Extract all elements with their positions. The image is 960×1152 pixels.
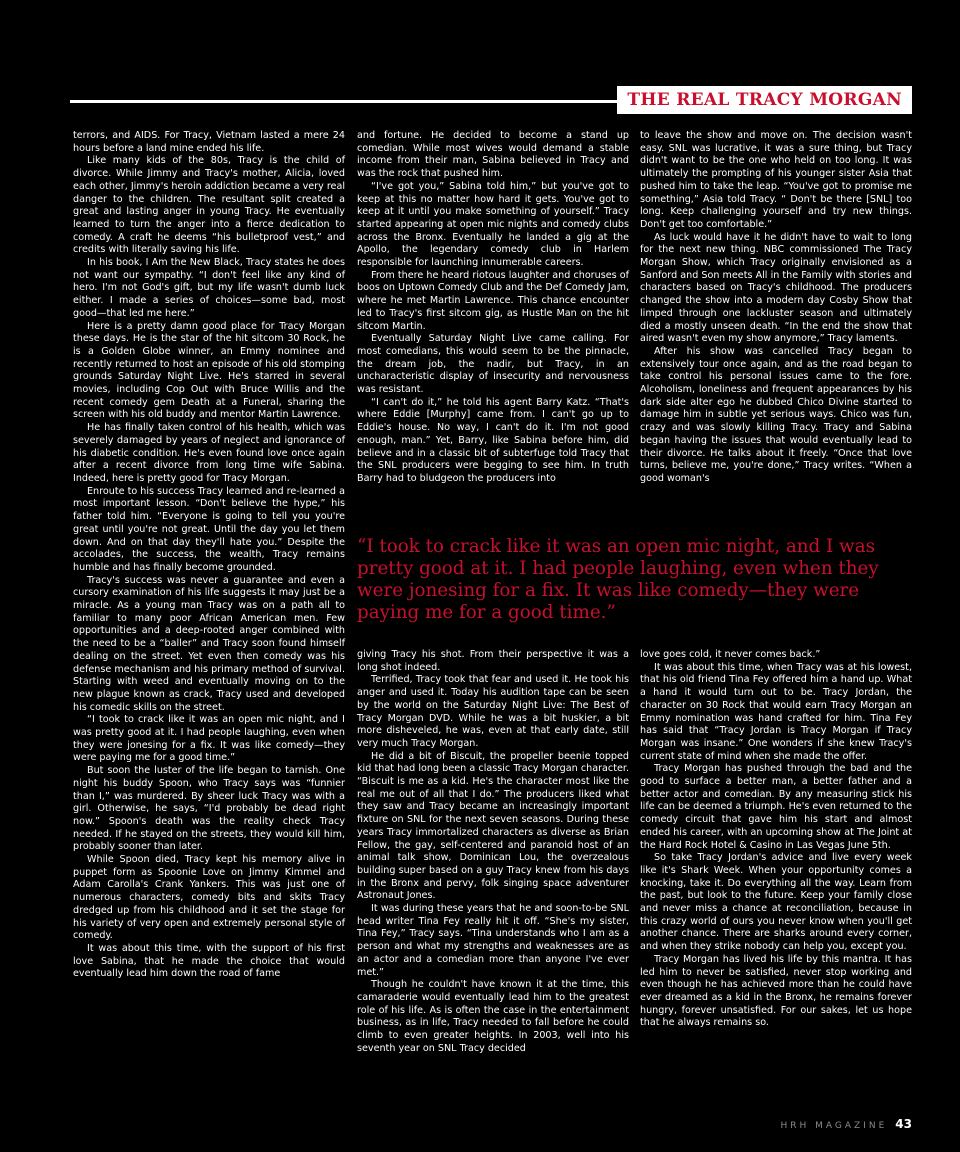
paragraph: Tracy Morgan has pushed through the bad and the good to surface a better man, a better father and a better actor and comedian. By any measuring stick his life can be deemed a triumph. He's even returned to the comedy circuit that gave him his start and almost ended his career, with an upcoming show at The Joint at the Hard Rock Hotel & Casino in Las Vegas June 5th. [640, 763, 912, 851]
paragraph: In his book, I Am the New Black, Tracy states he does not want our sympathy. “I don't feel like any kind of hero. I'm not God's gift, but my life wasn't dumb luck either. I made a series of choices—some bad, most good—that led me here.” [73, 257, 345, 319]
paragraph: Like many kids of the 80s, Tracy is the child of divorce. While Jimmy and Tracy's mother, Alicia, loved each other, Jimmy's heroin addiction became a very real danger to the children. The resultant split created a great and lasting anger in young Tracy. He eventually learned to turn the anger into a fierce dedication to comedy. A craft he deems “his bulletproof vest,” and credits with literally saving his life. [73, 155, 346, 256]
page-number: 43 [895, 1117, 912, 1131]
section-header [70, 86, 912, 114]
paragraph: “I've got you,” Sabina told him,” but you've got to keep at this no matter how hard it gets. You've got to keep at it until you make something of yourself.” Tracy started appearing at open mic nights and comedy clubs across the Bronx. Eventually he landed a gig at the Apollo, the legendary comedy club in Harlem responsible for launching innumerable careers. [357, 180, 629, 269]
paragraph: While Spoon died, Tracy kept his memory alive in puppet form as Spoonie Love on Jimmy Kimmel and Adam Carolla's Crank Yankers. This was just one of numerous characters, comedy bits and skits Tracy dredged up from his childhood and it set the stage for his variety of very open and extremely personal style of comedy. [73, 854, 345, 942]
paragraph: Though he couldn't have known it at the time, this camaraderie would eventually lead him to the greatest role of his life. As is often the case in the entertainment business, as in life, Tracy needed to fall before he could climb to even greater heights. In 2003, well into his seventh year on SNL Tracy decided [357, 979, 629, 1054]
paragraph: terrors, and AIDS. For Tracy, Vietnam lasted a mere 24 hours before a land mine ended his life. [73, 130, 345, 154]
column-3 [640, 130, 912, 486]
paragraph: love goes cold, it never comes back.” [640, 649, 821, 660]
paragraph: Tracy's success was never a guarantee and even a cursory examination of his life suggests it may just be a miracle. As a young man Tracy was on a path all to familiar to many poor African American men. Few opportunities and a deep-rooted anger combined with the need to be a “baller” and Tracy soon found himself dealing on the street. Yet even then comedy was his defense mechanism and his primary method of survival. Starting with weed and eventually moving on to the new plague known as crack, Tracy used and developed his comedic skills on the street. [73, 574, 345, 713]
paragraph: Terrified, Tracy took that fear and used it. He took his anger and used it. Today his audition tape can be seen by the world on the Saturday Night Live: The Best of Tracy Morgan DVD. While he was a bit huskier, a bit more disheveled, he was, even at that early date, still very much Tracy Morgan. [357, 674, 629, 749]
paragraph: to leave the show and move on. The decision wasn't easy. SNL was lucrative, it was a sure thing, but Tracy didn't want to be the one who held on too long. It was ultimately the prompting of his younger sister Asia that pushed him to take the leap. “You've got to promise me something,” Asia told Tracy. “ Don't be there [SNL] too long. Keep challenging yourself and try new things. Don't get too comfortable.” [640, 130, 912, 230]
paragraph: Enroute to his success Tracy learned and re-learned a most important lesson. “Don't believe the hype,” his father told him. “Everyone is going to tell you you're great until you're not great. Until the day you let them down. And on that day they'll hate you.” Despite the accolades, the success, the wealth, Tracy remains humble and has finally become grounded. [73, 485, 345, 573]
section-title-box [617, 86, 912, 114]
paragraph: Eventually Saturday Night Live came calling. For most comedians, this would seem to be the pinnacle, the dream job, the nadir, but Tracy, in an uncharacteristic display of insecurity and nervousness was resistant. [357, 333, 629, 396]
paragraph: He has finally taken control of his health, which was severely damaged by years of neglect and ignorance of his diabetic condition. He's even found love once again after a recent divorce from long time wife Sabina. Indeed, here is pretty good for Tracy Morgan. [73, 422, 345, 484]
column-1 [73, 130, 345, 981]
paragraph: It was about this time, with the support of his first love Sabina, that he made the choice that would eventually lead him down the road of fame [73, 943, 345, 980]
paragraph: As luck would have it he didn't have to wait to long for the next new thing. NBC commissioned The Tracy Morgan Show, which Tracy originally envisioned as a Sanford and Son meets All in the Family with stories and characters based on Tracy's childhood. The producers changed the show into a modern day Cosby Show that limped through one lackluster season and ultimately died a mostly unseen death. “In the end the show that aired wasn't even my show anymore,” Tracy laments. [640, 231, 912, 345]
paragraph: It was during these years that he and soon-to-be SNL head writer Tina Fey really hit it off. “She's my sister, Tina Fey,” Tracy says. “Tina understands who I am as a person and what my strengths and weaknesses are as an actor and a comedian more than anyone I've ever met.” [357, 903, 629, 978]
paragraph: He did a bit of Biscuit, the propeller beenie topped kid that had long been a classic Tracy Morgan character. “Biscuit is me as a kid. He's the character most like the real me out of all that I do.” The producers liked what they saw and Tracy became an increasingly important fixture on SNL for the next seven seasons. During these years Tracy immortalized characters as diverse as Brian Fellow, the gay, self-centered and paranoid host of an animal talk show, Dominican Lou, the overzealous building super based on a guy Tracy knew from his days in the Bronx and pervy, folk singing space adventurer Astronaut Jones. [357, 750, 629, 902]
paragraph: So take Tracy Jordan's advice and live every week like it's Shark Week. When your opportunity comes a knocking, take it. Do everything all the way. Learn from the past, but look to the future. Keep your family close and never miss a chance at reconciliation, because in this crazy world of ours you never know when you'll get another chance. There are sharks around every corner, and when they strike nobody can help you, except you. [640, 852, 912, 953]
paragraph: But soon the luster of the life began to tarnish. One night his buddy Spoon, who Tracy says was “funnier than I,” was murdered. By sheer luck Tracy was with a girl. Otherwise, he says, “I'd probably be dead right now.” Spoon's death was the reality check Tracy needed. If he stayed on the streets, they would kill him, probably sooner than later. [73, 765, 345, 853]
magazine-name: HRH MAGAZINE [780, 1121, 888, 1131]
paragraph: giving Tracy his shot. From their perspective it was a long shot indeed. [357, 649, 629, 673]
column-2 [357, 130, 629, 486]
column-4 [357, 649, 629, 1056]
pull-quote: “I took to crack like it was an open mic night, and I was pretty good at it. I had people laughing, even when they were jonesing for a fix. It was like comedy—they were paying me for a good time.” [357, 536, 879, 623]
paragraph: Tracy Morgan has lived his life by this mantra. It has led him to never be satisfied, never stop working and even though he has achieved more than he could have ever dreamed as a kid in the Bronx, he remains forever hungry, forever unsatisfied. For our sakes, let us hope that he always remains so. [640, 953, 912, 1029]
page-footer [781, 1117, 913, 1131]
section-title: THE REAL TRACY MORGAN [627, 90, 902, 110]
column-5 [640, 649, 912, 1030]
paragraph: It was about this time, when Tracy was at his lowest, that his old friend Tina Fey offered him a hand up. What a hand it would turn out to be. Tracy Jordan, the character on 30 Rock that would earn Tracy Morgan an Emmy nomination was hand crafted for him. Tina Fey has said that “Tracy Jordan is Tracy Morgan if Tracy Morgan was insane.” One wonders if she knew Tracy's current state of mind when she made the offer. [640, 661, 912, 762]
paragraph: Here is a pretty damn good place for Tracy Morgan these days. He is the star of the hit sitcom 30 Rock, he is a Golden Globe winner, an Emmy nominee and recently returned to host an episode of his old stomping grounds Saturday Night Live. He's starred in several movies, including Cop Out with Bruce Willis and the recent comedy gem Death at a Funeral, sharing the screen with his old buddy and mentor Martin Lawrence. [73, 320, 345, 421]
paragraph: and fortune. He decided to become a stand up comedian. While most wives would demand a stable income from their man, Sabina believed in Tracy and was the rock that pushed him. [357, 130, 629, 180]
paragraph: From there he heard riotous laughter and choruses of boos on Uptown Comedy Club and the Def Comedy Jam, where he met Martin Lawrence. This chance encounter led to Tracy's first sitcom gig, as Hustle Man on the hit sitcom Martin. [357, 269, 629, 332]
paragraph: After his show was cancelled Tracy began to extensively tour once again, and as the road began to take control his personal issues came to the fore. Alcoholism, loneliness and frequent appearances by his dark side alter ego he dubbed Chico Divine started to damage him in subtle yet serious ways. Chico was fun, crazy and was slowly killing Tracy. Tracy and Sabina began having the issues that would eventually lead to their divorce. He talks about it freely. “Once that love turns, believe me, you're done,” Tracy writes. “When a good woman's [640, 345, 912, 484]
paragraph: “I took to crack like it was an open mic night, and I was pretty good at it. I had people laughing, even when they were jonesing for a fix. It was like comedy—they were paying me for a good time.” [73, 714, 345, 764]
paragraph: “I can't do it,” he told his agent Barry Katz. “That's where Eddie [Murphy] came from. I can't go up to Eddie's house. No way, I can't do it. I'm not good enough, man.” Yet, Barry, like Sabina before him, did believe and in a classic bit of subterfuge told Tracy that the SNL producers were begging to see him. In truth Barry had to bludgeon the producers into [357, 396, 629, 484]
